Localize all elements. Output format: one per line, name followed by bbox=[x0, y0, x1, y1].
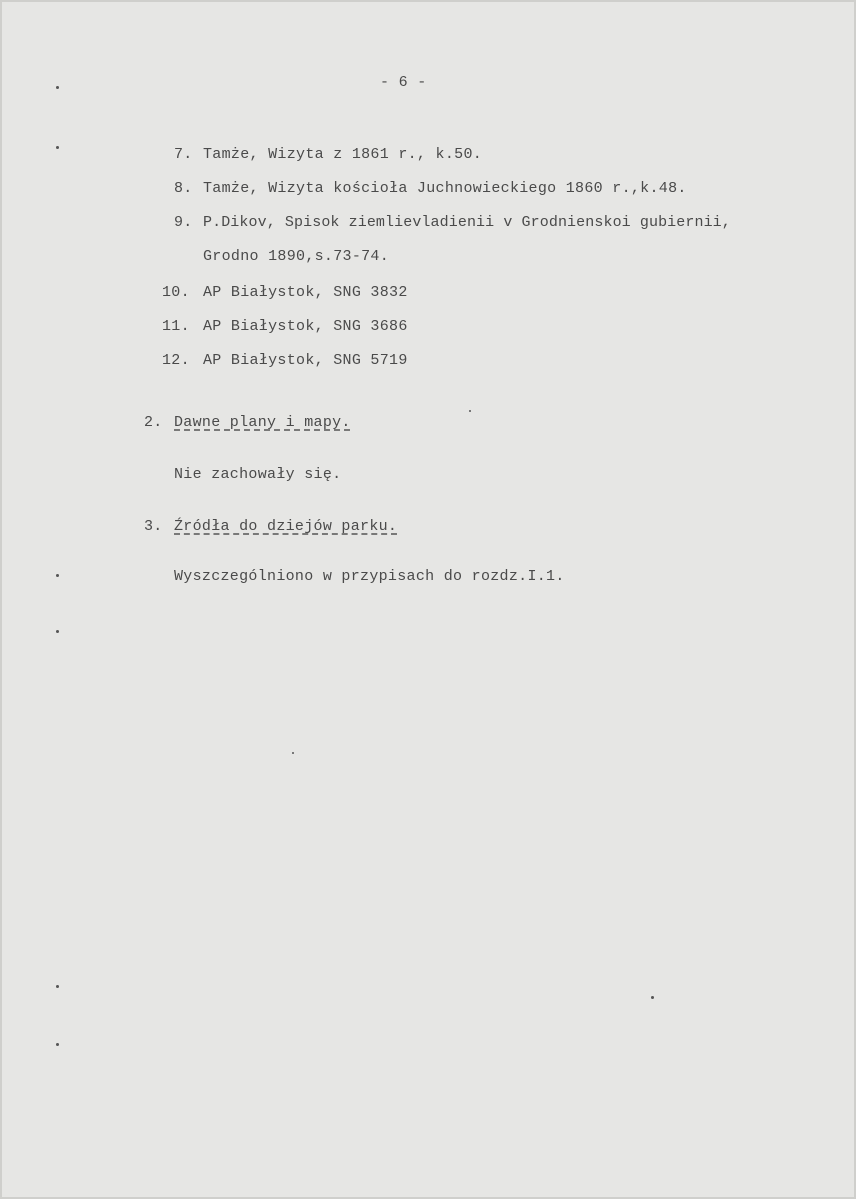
footnote-text: AP Białystok, SNG 3832 bbox=[203, 284, 408, 301]
footnote-number: 7. bbox=[174, 146, 193, 163]
margin-mark bbox=[56, 1043, 59, 1046]
paper-speck bbox=[469, 410, 471, 412]
page-number: - 6 - bbox=[380, 74, 427, 91]
section-number: 2. bbox=[144, 414, 163, 431]
margin-mark bbox=[56, 574, 59, 577]
margin-mark bbox=[56, 985, 59, 988]
footnote-text: Tamże, Wizyta z 1861 r., k.50. bbox=[203, 146, 483, 163]
footnote-number: 11. bbox=[162, 318, 190, 335]
section-body: Wyszczególniono w przypisach do rozdz.I.1. bbox=[174, 568, 565, 585]
paper-speck bbox=[651, 996, 654, 999]
footnote-continuation: Grodno 1890,s.73-74. bbox=[203, 248, 390, 265]
section-heading: Dawne plany i mapy. bbox=[174, 414, 351, 431]
footnote-number: 12. bbox=[162, 352, 190, 369]
footnote-number: 8. bbox=[174, 180, 193, 197]
footnote-text: AP Białystok, SNG 5719 bbox=[203, 352, 408, 369]
footnote-text: P.Dikov, Spisok ziemlievladienii v Grodnienskoi gubiernii, bbox=[203, 214, 731, 231]
margin-mark bbox=[56, 86, 59, 89]
margin-mark bbox=[56, 630, 59, 633]
margin-mark bbox=[56, 146, 59, 149]
footnote-number: 10. bbox=[162, 284, 190, 301]
paper-speck bbox=[292, 752, 294, 754]
footnote-text: AP Białystok, SNG 3686 bbox=[203, 318, 408, 335]
footnote-text: Tamże, Wizyta kościoła Juchnowieckiego 1860 r.,k.48. bbox=[203, 180, 687, 197]
footnote-number: 9. bbox=[174, 214, 193, 231]
section-number: 3. bbox=[144, 518, 163, 535]
section-heading: Źródła do dziejów parku. bbox=[174, 518, 398, 535]
section-body: Nie zachowały się. bbox=[174, 466, 342, 483]
